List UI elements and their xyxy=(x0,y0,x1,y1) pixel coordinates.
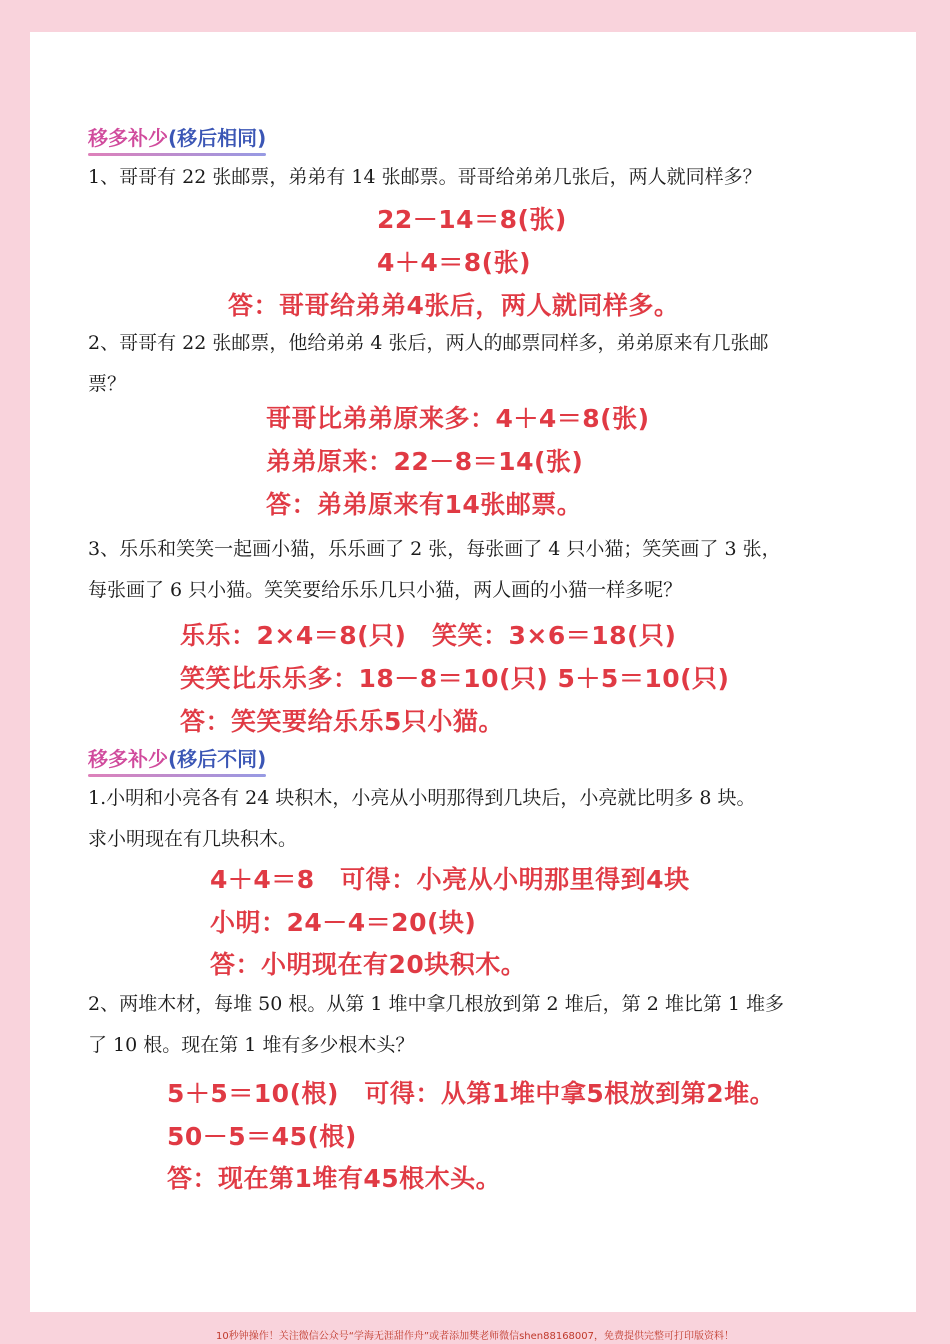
answer-line: 哥哥比弟弟原来多：4＋4＝8(张) xyxy=(266,404,650,433)
heading-underline xyxy=(88,774,266,777)
answer-line: 答：弟弟原来有14张邮票。 xyxy=(266,490,583,519)
answer-line: 小明：24－4＝20(块) xyxy=(210,908,477,937)
answer-line: 50－5＝45(根) xyxy=(167,1122,357,1151)
answer-line: 笑笑比乐乐多：18－8＝10(只) 5＋5＝10(只) xyxy=(180,664,730,693)
worksheet-page xyxy=(30,32,916,1312)
question-2 xyxy=(88,323,868,405)
question-line: 了 10 根。现在第 1 堆有多少根木头？ xyxy=(88,1034,415,1056)
answer-line: 22－14＝8(张) xyxy=(377,205,567,234)
question-line: 2、哥哥有 22 张邮票，他给弟弟 4 张后，两人的邮票同样多，弟弟原来有几张邮 xyxy=(88,332,769,354)
question-line: 票？ xyxy=(88,373,127,395)
section-title-sub: (移后不同) xyxy=(168,747,267,771)
answer-line: 答：小明现在有20块积木。 xyxy=(210,950,527,979)
question-5 xyxy=(88,984,868,1066)
heading-underline xyxy=(88,153,266,156)
section-heading-same xyxy=(88,122,266,151)
question-line: 每张画了 6 只小猫。笑笑要给乐乐几只小猫，两人画的小猫一样多呢？ xyxy=(88,579,683,601)
question-4 xyxy=(88,778,868,860)
question-line: 求小明现在有几块积木。 xyxy=(88,828,298,850)
answer-line: 弟弟原来：22－8＝14(张) xyxy=(266,447,584,476)
answer-line: 4＋4＝8(张) xyxy=(377,248,532,277)
answer-line: 4＋4＝8 可得：小亮从小明那里得到4块 xyxy=(210,865,690,894)
answer-line: 答：哥哥给弟弟4张后，两人就同样多。 xyxy=(228,291,680,320)
answer-line: 乐乐：2×4＝8(只) 笑笑：3×6＝18(只) xyxy=(180,621,677,650)
answer-line: 5＋5＝10(根) 可得：从第1堆中拿5根放到第2堆。 xyxy=(167,1079,776,1108)
answer-line: 答：笑笑要给乐乐5只小猫。 xyxy=(180,707,504,736)
section-heading-different xyxy=(88,743,266,772)
question-line: 1、哥哥有 22 张邮票，弟弟有 14 张邮票。哥哥给弟弟几张后，两人就同样多？ xyxy=(88,166,762,188)
question-1 xyxy=(88,157,868,198)
footer-notice: 10秒钟操作！关注微信公众号“学海无涯甜作舟”或者添加樊老师微信shen88168007，免费提供完整可打印版资料！ xyxy=(215,1331,735,1342)
question-line: 2、两堆木材，每堆 50 根。从第 1 堆中拿几根放到第 2 堆后，第 2 堆比第 1 堆多 xyxy=(88,993,785,1015)
question-line: 1.小明和小亮各有 24 块积木，小亮从小明那得到几块后，小亮就比明多 8 块。 xyxy=(88,787,756,809)
section-title-main: 移多补少 xyxy=(88,126,168,150)
question-line: 3、乐乐和笑笑一起画小猫，乐乐画了 2 张，每张画了 4 只小猫；笑笑画了 3 张， xyxy=(88,538,781,560)
section-title-sub: (移后相同) xyxy=(168,126,267,150)
section-title-main: 移多补少 xyxy=(88,747,168,771)
answer-line: 答：现在第1堆有45根木头。 xyxy=(167,1164,502,1193)
question-3 xyxy=(88,529,868,611)
